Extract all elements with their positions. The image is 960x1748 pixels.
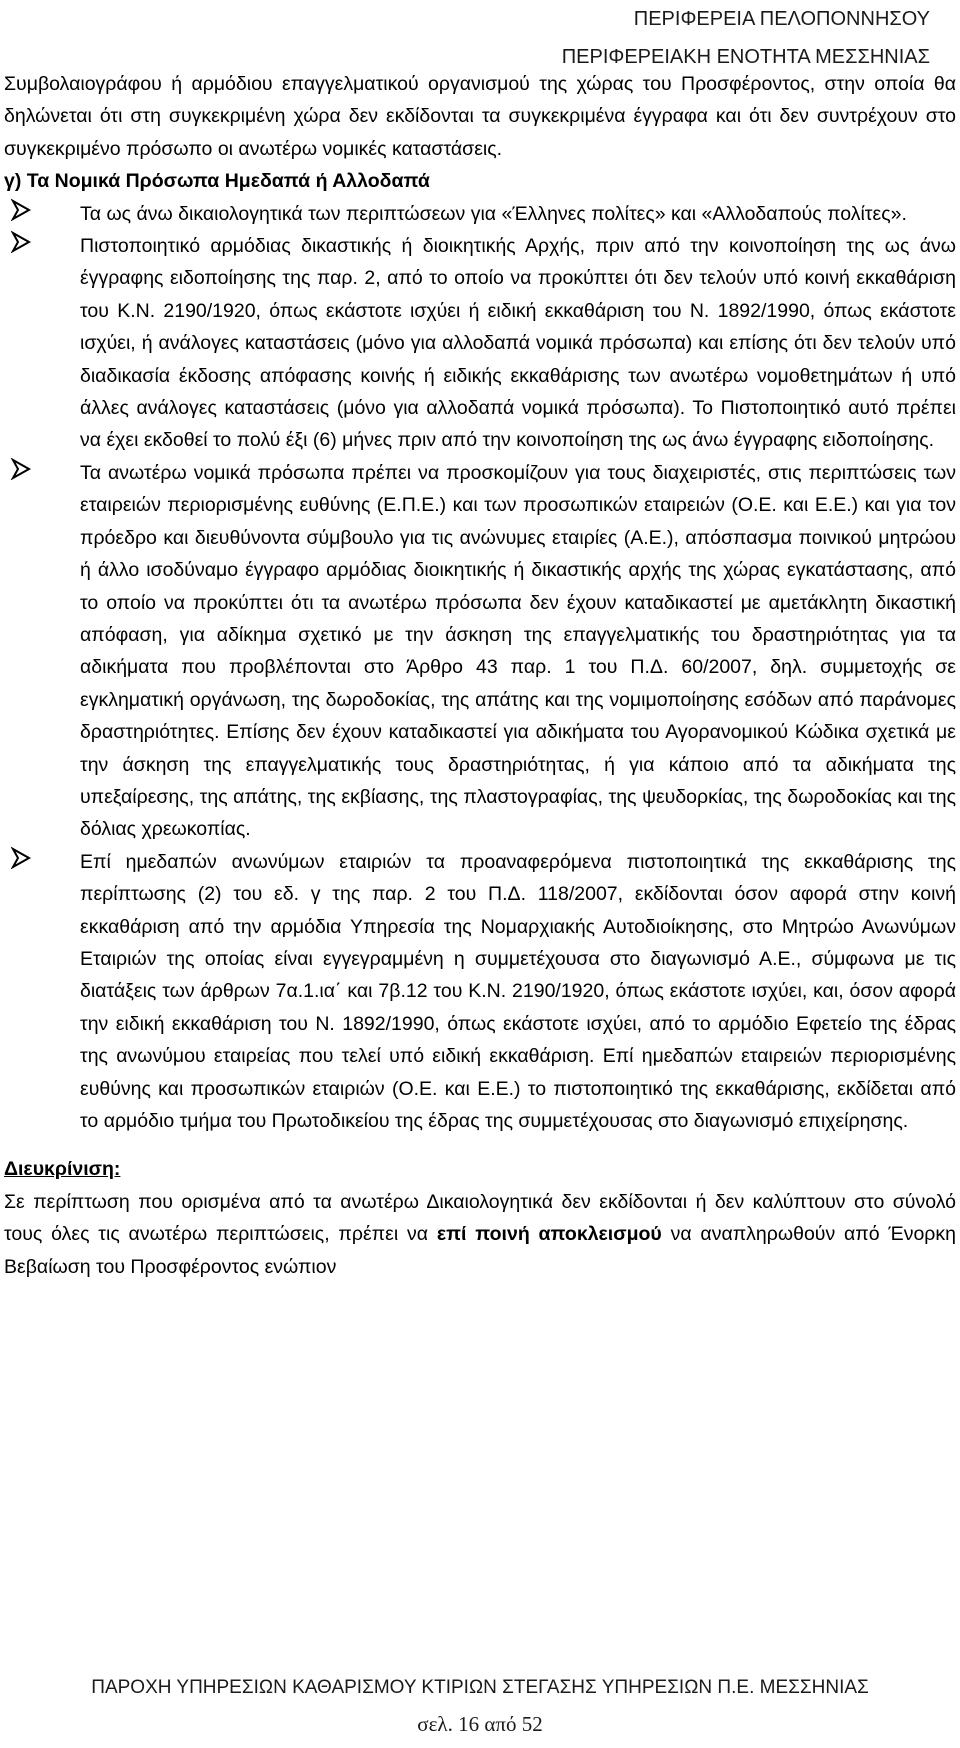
bullet-text: Τα ως άνω δικαιολογητικά των περιπτώσεων για «Έλληνες πολίτες» και «Αλλοδαπούς πολίτες».	[80, 202, 907, 225]
header-unit: ΠΕΡΙΦΕΡΕΙΑΚΗ ΕΝΟΤΗΤΑ ΜΕΣΣΗΝΙΑΣ	[561, 46, 930, 68]
clarification-paragraph	[4, 1186, 956, 1283]
arrow-bullet-icon	[10, 458, 32, 480]
bullet-item	[4, 230, 956, 457]
header-region: ΠΕΡΙΦΕΡΕΙΑ ΠΕΛΟΠΟΝΝΗΣΟΥ	[633, 8, 930, 30]
page-number: σελ. 16 από 52	[417, 1712, 543, 1736]
bullet-text: Πιστοποιητικό αρμόδιας δικαστικής ή διοικητικής Αρχής, πριν από την κοινοποίηση της ως άνω έγγραφης ειδοποίησης της παρ. 2, από το οποίο να προκύπτει ότι δεν τελούν υπό κοινή εκκαθάριση του Κ.Ν. 2190/1920, όπως εκάστοτε ισχύει ή ειδική εκκαθάριση του Ν. 1892/1990, όπως εκάστοτε ισχύει, ή ανάλογες καταστάσεις (μόνο για αλλοδαπά νομικά πρόσωπα) και επίσης ότι δεν τελούν υπό διαδικασία έκδοσης απόφασης κοινής ή ειδικής εκκαθάρισης των ανωτέρω νομοθετημάτων ή υπό άλλες ανάλογες καταστάσεις (μόνο για αλλοδαπά νομικά πρόσωπα). Το Πιστοποιητικό αυτό πρέπει να έχει εκδοθεί το πολύ έξι (6) μήνες πριν από την κοινοποίηση της ως άνω έγγραφης ειδοποίησης.	[80, 235, 956, 452]
bullet-item	[4, 457, 956, 846]
footer-title: ΠΑΡΟΧΗ ΥΠΗΡΕΣΙΩΝ ΚΑΘΑΡΙΣΜΟΥ ΚΤΙΡΙΩΝ ΣΤΕΓΑΣΗΣ ΥΠΗΡΕΣΙΩΝ Π.Ε. ΜΕΣΣΗΝΙΑΣ	[91, 1677, 869, 1698]
arrow-bullet-icon	[10, 199, 32, 221]
arrow-bullet-icon	[10, 847, 32, 869]
bullet-text: Επί ημεδαπών ανωνύμων εταιριών τα προαναφερόμενα πιστοποιητικά της εκκαθάρισης της περίπτωσης (2) του εδ. γ της παρ. 2 του Π.Δ. 118/2007, εκδίδονται όσον αφορά στην κοινή εκκαθάριση από την αρμόδια Υπηρεσία της Νομαρχιακής Αυτοδιοίκησης, στο Μητρώο Ανωνύμων Εταιριών της οποίας είναι εγγεγραμμένη η συμμετέχουσα στο διαγωνισμό Α.Ε., σύμφωνα με τις διατάξεις των άρθρων 7α.1.ια΄ και 7β.12 του Κ.Ν. 2190/1920, όπως εκάστοτε ισχύει, και, όσον αφορά την ειδική εκκαθάριση του Ν. 1892/1990, όπως εκάστοτε ισχύει, από το αρμόδιο Εφετείο της έδρας της ανωνύμου εταιρείας που τελεί υπό ειδική εκκαθάριση. Επί ημεδαπών εταιρειών περιορισμένης ευθύνης και προσωπικών εταιριών (Ο.Ε. και Ε.Ε.) το πιστοποιητικό της εκκαθάρισης, εκδίδεται από το αρμόδιο τμήμα του Πρωτοδικείου της έδρας της συμμετέχουσας στο διαγωνισμό επιχείρησης.	[80, 850, 956, 1132]
bullet-text: Τα ανωτέρω νομικά πρόσωπα πρέπει να προσκομίζουν για τους διαχειριστές, στις περιπτώσεις των εταιρειών περιορισμένης ευθύνης (Ε.Π.Ε.) και των προσωπικών εταιρειών (Ο.Ε. και Ε.Ε.) και για τον πρόεδρο και διευθύνοντα σύμβουλο για τις ανώνυμες εταιρίες (Α.Ε.), απόσπασμα ποινικού μητρώου ή άλλο ισοδύναμο έγγραφο αρμόδιας διοικητικής ή δικαστικής αρχής της χώρας εγκατάστασης, από το οποίο να προκύπτει ότι τα ανωτέρω πρόσωπα δεν έχουν καταδικαστεί με αμετάκλητη δικαστική απόφαση, για αδίκημα σχετικό με την άσκηση της επαγγελματικής του δραστηριότητας για τα αδικήματα που προβλέπονται στο Άρθρο 43 παρ. 1 του Π.Δ. 60/2007, δηλ. συμμετοχής σε εγκληματική οργάνωση, της δωροδοκίας, της απάτης και της νομιμοποίησης εσόδων από παράνομες δραστηριότητες. Επίσης δεν έχουν καταδικαστεί για αδικήματα του Αγορανομικού Κώδικα σχετικά με την άσκηση της επαγγελματικής τους δραστηριότητας, ή για κάποιο από τα αδικήματα της υπεξαίρεσης, της απάτης, της εκβίασης, της πλαστογραφίας, της ψευδορκίας, της δωροδοκίας και της δόλιας χρεωκοπίας.	[80, 461, 956, 841]
document-body	[4, 68, 956, 1283]
arrow-bullet-icon	[10, 231, 32, 253]
bullet-item	[4, 846, 956, 1138]
section-heading: γ) Τα Νομικά Πρόσωπα Ημεδαπά ή Αλλοδαπά	[4, 170, 430, 193]
clarification-emphasis: επί ποινή αποκλεισμού	[436, 1223, 662, 1246]
clarification-text-1: Σε περίπτωση που ορισμένα από τα ανωτέρω Δικαιολογητικά δεν εκδίδονται ή δεν καλύπτουν στο σύνολό τους όλες τις ανωτέρω περιπτώσεις, πρέπει να	[4, 1190, 956, 1246]
intro-paragraph: Συμβολαιογράφου ή αρμόδιου επαγγελματικού οργανισμού της χώρας του Προσφέροντος, στην οποία θα δηλώνεται ότι στη συγκεκριμένη χώρα δεν εκδίδονται τα συγκεκριμένα έγγραφα και ότι δεν συντρέχουν στο συγκεκριμένο πρόσωπο οι ανωτέρω νομικές καταστάσεις.	[4, 73, 956, 160]
clarification-text-2: να αναπληρωθούν από Ένορκη Βεβαίωση του Προσφέροντος ενώπιον	[4, 1223, 956, 1278]
bullet-item	[4, 198, 956, 230]
page-header	[562, 0, 930, 76]
clarification-title: Διευκρίνιση:	[4, 1158, 121, 1181]
